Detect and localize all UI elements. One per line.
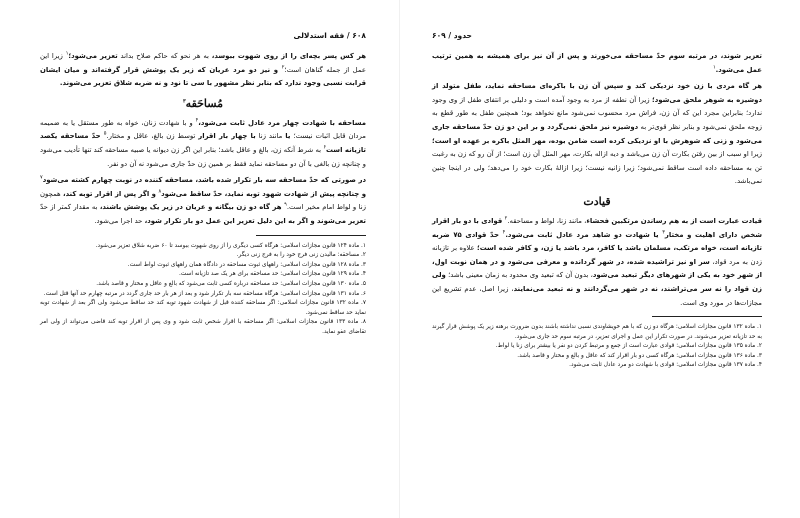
right-page bbox=[400, 0, 800, 518]
right-page-header bbox=[432, 30, 762, 40]
section-heading-mosaheqe-footnote-ref: ۳ bbox=[182, 98, 186, 105]
text-span: حد اجرا می‌شود. bbox=[94, 216, 145, 225]
bold-text-span: در صورتی که حدّ مساحقه سه بار تکرار شده باشد، مساحقه کننده در نوبت چهارم کشته می‌شود bbox=[42, 176, 366, 185]
text-span: همچون زنا و لواط امام مخیر است. bbox=[40, 189, 366, 212]
left-page-folio: ۶۰۸ / فقه استدلالی bbox=[293, 30, 366, 40]
bold-text-span: تعزیر می‌شوند و اگر به این دلیل تعزیر این عمل دو بار تکرار شود، bbox=[144, 216, 366, 225]
footnote-item: ۷. ماده ۱۳۲ قانون مجازات اسلامی: اگر مساحقه کننده قبل از شهادت شهود توبه کند حد ساقط می‌شود ولی اگر بعد از شهادت توبه نماید حد ساقط نمی‌شود. bbox=[40, 300, 366, 316]
left-page-body-before-paragraph bbox=[40, 50, 366, 91]
footnote-reference: ۱ bbox=[65, 50, 69, 57]
right-page-footnotes bbox=[432, 323, 762, 371]
bold-text-span: سر او نیز تراشیده شده، در شهر گردانده و معرفی می‌شود و در همان نوبت اول، از شهر خود به یکی از شهرهای دیگر تبعید می‌شود bbox=[432, 257, 762, 280]
footnote-reference: ۴ bbox=[502, 229, 506, 236]
bold-text-span: و اگر پس از اقرار توبه کند، bbox=[62, 189, 159, 198]
bold-text-span: قیادت عبارت است از به هم رساندن مرتکبین فحشاء bbox=[586, 216, 762, 225]
footnote-reference: ۹ bbox=[284, 202, 287, 209]
text-span: زیرا او سبب از بین رفتن بکارت آن زن می‌باشد و دیه ازاله بکارت، مهر المثل آن زن است؛ از آن رو که زن به رغبت تن به مساحقه داده است ساقط نمی‌شود؛ زیرا زانیه نیست؛ زیرا ازالهٔ بکارت خود را می‌دهد؛ ولی در اینجا چنین نمی‌باشد. bbox=[432, 150, 762, 186]
right-page-footnote-rule bbox=[652, 316, 762, 317]
text-span: ، بدون آن که تبعید وی محدود به زمان معینی باشد؛ bbox=[445, 271, 593, 280]
footnote-reference: ۸ bbox=[158, 188, 162, 195]
right-page-body-before-paragraph bbox=[432, 80, 762, 189]
bold-text-span: هر گاه مردی با زن خود نزدیکی کند و سپس آن زن با باکره‌ای مساحقه نماید، طفل متولد از دوشیزه به شوهر ملحق می‌شود؛ bbox=[432, 82, 762, 104]
left-page-body-after-paragraph bbox=[40, 117, 366, 171]
bold-text-span: قوادی با دو بار اقرار شخص دارای اهلیت و مختار bbox=[432, 216, 762, 239]
left-page-header bbox=[40, 30, 366, 40]
right-page-body-after bbox=[432, 215, 762, 310]
footnote-reference: ۶ bbox=[323, 144, 327, 151]
bold-text-span: تعزیر شوند، در مرتبه سوم حدّ مساحقه می‌خورند و پس از آن نیز برای همیشه به همین ترتیب عمل می‌شود. bbox=[432, 52, 762, 74]
right-page-body-before-paragraph bbox=[432, 50, 762, 77]
bold-text-span: با چهار بار اقرار bbox=[198, 132, 256, 141]
bold-text-span: حدّ مساحقه یکصد تازیانه است bbox=[40, 132, 366, 154]
bold-text-span: یا شهادت دو شاهد مرد عادل ثابت می‌شود. bbox=[505, 230, 663, 239]
left-page-body-after bbox=[40, 117, 366, 229]
section-heading-mosaheqe bbox=[40, 97, 366, 111]
footnote-item: ۱. ماده ۱۳۲ قانون مجازات اسلامی: هرگاه دو زن که با هم خویشاوندی نسبی نداشته باشند بدون ضرورت برهنه زیر یک پوشش قرار گیرند به حد تازیانه تعزیر می‌شوند. در صورت تکرار این عمل و اجرای تعزیر، در مرتبه سوم حد جاری می‌شود. bbox=[432, 324, 762, 340]
left-page-footnote-rule bbox=[256, 235, 366, 236]
bold-text-span: یا bbox=[285, 132, 291, 141]
text-span: زیرا این عمل از جمله گناهان است؛ bbox=[40, 52, 366, 74]
bold-text-span: هر گاه دو زن بیگانه و عریان در زیر یک پوشش باشند، bbox=[99, 203, 285, 212]
footnote-item: ۲. ماده ۱۳۵ قانون مجازات اسلامی: قوادی عبارت است از جمع و مرتبط کردن دو نفر یا بیشتر برای زنا یا لواط. bbox=[495, 343, 762, 350]
section-heading-qiyadat bbox=[432, 195, 762, 209]
section-heading-qiyadat-text: قیادت bbox=[583, 194, 611, 208]
text-span: به مقدار کمتر از حدّ bbox=[40, 203, 100, 212]
section-heading-mosaheqe-text: مُساحَقه bbox=[185, 96, 223, 110]
text-span: به شرط آنکه زن، بالغ و عاقل باشد؛ بنابر این اگر زن دیوانه یا صبیه مساحقه کند تنها تأدیب می‌شود و چنانچه زن بالغی با آن دو مساحقه نماید فقط بر همین زن حدّ جاری می‌شود نه آن دو نفر. bbox=[40, 145, 366, 168]
footnote-reference: ۲ bbox=[504, 215, 508, 222]
footnote-item: ۴. ماده ۱۲۹ قانون مجازات اسلامی: حد مساحقه برای هر یک صد تازیانه است. bbox=[178, 271, 366, 278]
footnote-item: ۶. ماده ۱۳۱ قانون مجازات اسلامی: هرگاه مساحقه سه بار تکرار شود و بعد از هر بار حد جاری گردد در مرتبه چهارم حد آنها قتل است. bbox=[43, 290, 366, 297]
text-span: زیرا آن نطفه از مرد به وجود آمده است و دلیلی بر انتفای طفل از وی وجود ندارد؛ بنابراین مجرد این که آن زن، فراش مرد محسوب نمی‌شود مانع نخواهد بود؛ همچنین طفل به طور قطع به زوجه ملحق نمی‌شود و بنابر نظر قوی‌تر به bbox=[432, 95, 762, 131]
bold-text-span: و نیز دو مرد عریان که زیر یک پوشش قرار گرفته‌اند و میان ایشان قرابت نسبی وجود ندارد که بنابر نظر مشهور با سی تا نود و نه ضربه شلاق تعزیر می‌شوند. bbox=[40, 65, 366, 88]
bold-text-span: هر کس پسر بچه‌ای را از روی شهوت ببوسد، bbox=[211, 52, 367, 60]
footnote-item: ۳. ماده ۱۲۸ قانون مجازات اسلامی: راههای ثبوت مساحقه در دادگاه همان راههای ثبوت لواط است. bbox=[127, 261, 366, 268]
bold-text-span: مساحقه با شهادت چهار مرد عادل ثابت می‌شود، bbox=[198, 118, 367, 127]
footnote-item: ۱. ماده ۱۲۴ قانون مجازات اسلامی: هرگاه کسی دیگری را از روی شهوت ببوسد تا ۶۰ ضربه شلاق تعزیر می‌شود. bbox=[95, 242, 366, 249]
left-page-body-before bbox=[40, 50, 366, 91]
text-span: به هر نحو که حاکم صلاح بداند bbox=[117, 52, 212, 60]
bold-text-span: تعزیر می‌شود؛ bbox=[68, 52, 118, 60]
bold-text-span: دوشیزه نیز ملحق نمی‌گردد و بر این دو زن حدّ مساحقه جاری می‌شود و زنی که شوهرش با او نزدیکی کرده است ضامن بوده، مهر المثل باکره بر عهده او است؛ bbox=[432, 122, 762, 145]
bold-text-span: حدّ قوادی ۷۵ ضربه تازیانه است، خواه مرتکب، مسلمان باشد یا کافر، مرد باشد یا زن، و کافر شده است؛ bbox=[432, 230, 762, 253]
footnote-reference: ۲ bbox=[281, 64, 285, 71]
footnote-item: ۵. ماده ۱۳۰ قانون مجازات اسلامی: حد مساحقه درباره کسی ثابت می‌شود که بالغ و عاقل و مختار و قاصد باشد. bbox=[96, 280, 366, 287]
text-span: ، زیرا اصل، عدم تشریع این مجازات‌ها در مورد وی است. bbox=[432, 284, 762, 307]
footnote-item: ۴. ماده ۱۳۷ قانون مجازات اسلامی: قوادی با شهادت دو مرد عادل ثابت می‌شود. bbox=[569, 362, 762, 369]
footnote-item: ۲. مساحقه: مالیدن زنی فرج خود را به فرج زنی دیگر. bbox=[236, 252, 366, 259]
bold-text-span: و چنانچه پیش از شهادت شهود توبه نماید، حدّ ساقط می‌شود bbox=[161, 189, 366, 198]
right-page-folio: حدود / ۶۰۹ bbox=[432, 30, 472, 40]
right-page-body-before bbox=[432, 50, 762, 189]
footnote-reference: ۵ bbox=[103, 131, 107, 138]
left-page-body-after-paragraph bbox=[40, 174, 366, 228]
footnote-reference: ۳ bbox=[662, 229, 665, 236]
footnote-item: ۸. ماده ۱۳۳ قانون مجازات اسلامی: اگر مساحقه با اقرار شخص ثابت شود و وی پس از اقرار توبه کند قاضی می‌تواند از ولی امر تقاضای عفو نماید. bbox=[40, 319, 366, 335]
bold-text-span: ولی زن قواد را نه سر می‌تراشند، نه در شهر می‌گردانند و نه تبعید می‌نمایند bbox=[432, 271, 762, 293]
text-span: و با شهادت زنان، خواه به طور مستقل یا به ضمیمه مردان قابل اثبات نیست؛ bbox=[40, 118, 366, 141]
text-span: توسط زن بالغ، عاقل و مختار. bbox=[106, 132, 199, 141]
footnote-reference: ۱ bbox=[712, 64, 716, 71]
footnote-reference: ۴ bbox=[195, 117, 199, 124]
text-span: مانند زنا bbox=[255, 132, 286, 141]
footnote-item: ۳. ماده ۱۳۶ قانون مجازات اسلامی: هرگاه کسی دو بار اقرار کند که عاقل و بالغ و مختار و قاصد باشد. bbox=[517, 352, 762, 359]
left-page-footnotes bbox=[40, 242, 366, 338]
footnote-reference: ۷ bbox=[40, 174, 43, 181]
right-page-body-after-paragraph bbox=[432, 215, 762, 310]
text-span: ، مانند زنا، لواط و مساحقه. bbox=[507, 216, 587, 225]
text-span: علاوه بر تازیانه زدن به مرد قواد، bbox=[432, 244, 762, 266]
